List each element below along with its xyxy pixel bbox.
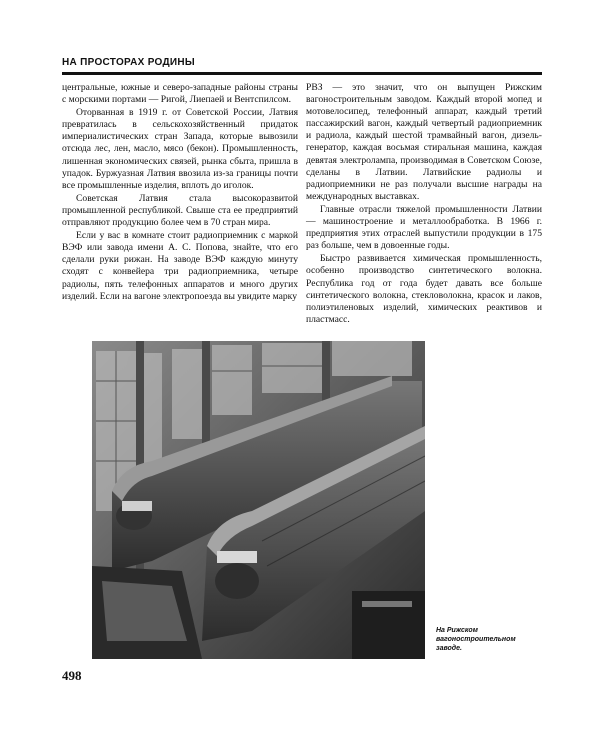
train-factory-illustration [92,341,425,659]
paragraph: центральные, южные и северо-западные районы страны с морскими портами — Ригой, Лиепаей и Вентспилсом. [62,82,298,106]
paragraph: Быстро развивается химическая промышленность, особенно производство синтетического волокна. Республика год от года будет давать все больше синтетического волокна, стекловолокна, красок и лаков, полиэтиленовых изделий, химических реактивов и пластмасс. [306,253,542,325]
paragraph: Советская Латвия стала высокоразвитой промышленной республикой. Свыше ста ее предприятий отправляют продукцию более чем в 70 стран мира. [62,192,298,229]
factory-photo [92,341,425,659]
left-column [62,82,298,303]
running-header: НА ПРОСТОРАХ РОДИНЫ [62,57,196,68]
page-number: 498 [62,668,82,683]
paragraph: Оторванная в 1919 г. от Советской России, Латвия превратилась в сельскохозяйственный придаток империалистических стран Запада, которые вывозили отсюда лес, лен, масло, мясо (бекон). Промышленность, лишенная экономических связей, рынка сбыта, пришла в упадок. Буржуазная Латвия ввозила из-за границы почти все промышленные изделия, вплоть до иголок. [62,107,298,191]
paragraph: Если у вас в комнате стоит радиоприемник с маркой ВЭФ или завода имени А. С. Попова, знайте, что его сделали руки рижан. На заводе ВЭФ каждую минуту сходят с конвейера три радиоприемника, четыре радиолы, пять телефонных аппаратов и много других изделий. Если на вагоне электропоезда вы увидите марку [62,230,298,302]
photo-caption: На Рижском вагоностроительном заводе. [436,627,516,652]
right-column [306,82,542,326]
header-rule [62,72,542,75]
paragraph: РВЗ — это значит, что он выпущен Рижским вагоностроительным заводом. Каждый второй мопед и мотовелосипед, телефонный аппарат, каждый третий пассажирский вагон, каждый четвертый радиоприемник и радиола, каждый шестой трамвайный вагон, дизель-генератор, каждая восьмая стиральная машина, каждая девятая электролампа, производимая в Советском Союзе, сделаны в Латвии. Латвийские радиолы и радиоприемники не раз получали высшие награды на международных выставках. [306,82,542,202]
paragraph: Главные отрасли тяжелой промышленности Латвии — машиностроение и металлообработка. В 1966 г. предприятия этих отраслей выпустили продукции в 175 раз больше, чем в довоенные годы. [306,203,542,252]
